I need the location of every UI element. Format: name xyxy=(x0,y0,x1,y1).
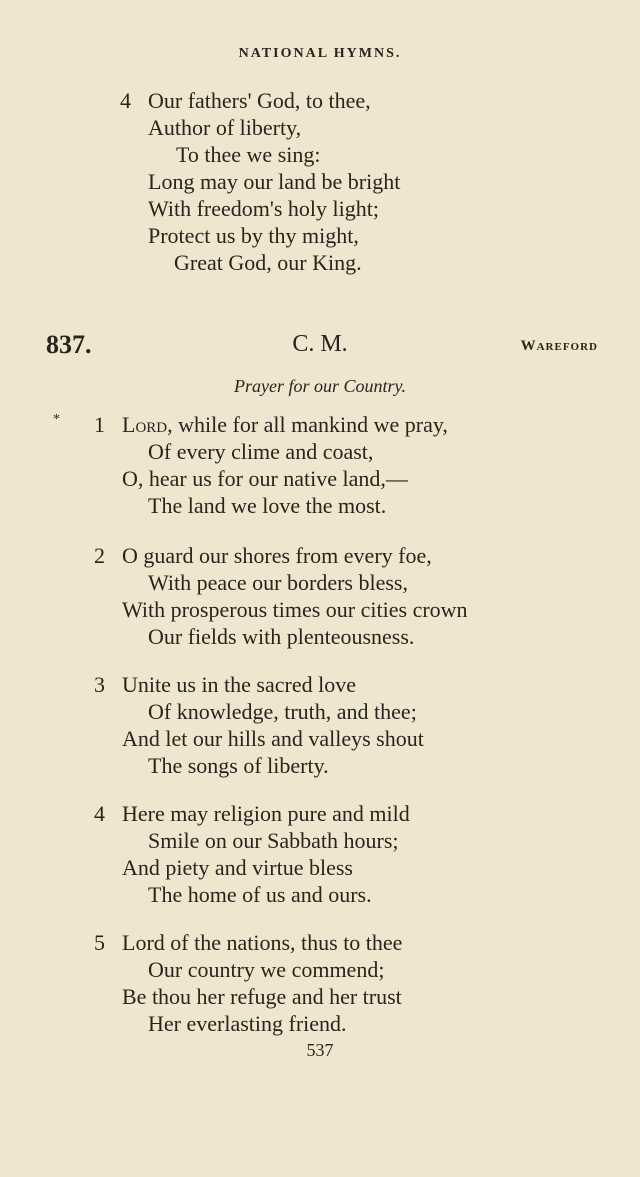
verse-line: Here may religion pure and mild xyxy=(122,801,410,826)
verse-line: Unite us in the sacred love xyxy=(122,672,356,697)
verse-line: Of knowledge, truth, and thee; xyxy=(148,699,417,724)
hymn-title: Prayer for our Country. xyxy=(233,376,406,396)
verse-line: O guard our shores from every foe, xyxy=(122,543,432,568)
verse-line: And piety and virtue bless xyxy=(122,855,353,880)
verse-line: To thee we sing: xyxy=(176,142,321,167)
verse-number: 3 xyxy=(94,672,105,697)
verse-line: Protect us by thy might, xyxy=(148,223,359,248)
verse-line-rest: , while for all mankind we pray, xyxy=(167,412,448,437)
tune-name: Wareford xyxy=(520,338,598,354)
verse-number: 5 xyxy=(94,930,105,955)
first-word: Lord xyxy=(122,412,168,437)
verse-line xyxy=(122,412,448,438)
hymn-meter: C. M. xyxy=(292,331,348,357)
verse-line: Lord of the nations, thus to thee xyxy=(122,930,403,955)
verse-line: And let our hills and valleys shout xyxy=(122,726,424,751)
page-number: 537 xyxy=(306,1040,334,1060)
verse-line: Smile on our Sabbath hours; xyxy=(148,828,399,853)
verse-number: 2 xyxy=(94,543,105,568)
asterisk-mark: * xyxy=(53,412,60,427)
verse-line: Her everlasting friend. xyxy=(148,1011,347,1036)
verse-line: With peace our borders bless, xyxy=(148,570,408,595)
verse-line: Our fields with plenteousness. xyxy=(148,624,415,649)
verse-line: The land we love the most. xyxy=(148,493,387,518)
verse-line: The songs of liberty. xyxy=(148,753,329,778)
verse-line: Our country we commend; xyxy=(148,957,385,982)
verse-line: Great God, our King. xyxy=(174,250,362,275)
hymn-number: 837. xyxy=(46,330,92,359)
verse-line: Our fathers' God, to thee, xyxy=(148,88,371,113)
verse-line: With freedom's holy light; xyxy=(148,196,379,221)
verse-line: With prosperous times our cities crown xyxy=(122,597,468,622)
verse-line: Author of liberty, xyxy=(148,115,302,140)
verse-line: Be thou her refuge and her trust xyxy=(122,984,402,1009)
verse-line: O, hear us for our native land,— xyxy=(122,466,408,491)
prev-verse-number: 4 xyxy=(120,88,131,113)
running-header: NATIONAL HYMNS. xyxy=(238,46,402,61)
verse-number: 4 xyxy=(94,801,105,826)
verse-line: The home of us and ours. xyxy=(148,882,372,907)
verse-line: Long may our land be bright xyxy=(148,169,401,194)
verse-line: Of every clime and coast, xyxy=(148,439,374,464)
verse-number: 1 xyxy=(94,412,105,437)
